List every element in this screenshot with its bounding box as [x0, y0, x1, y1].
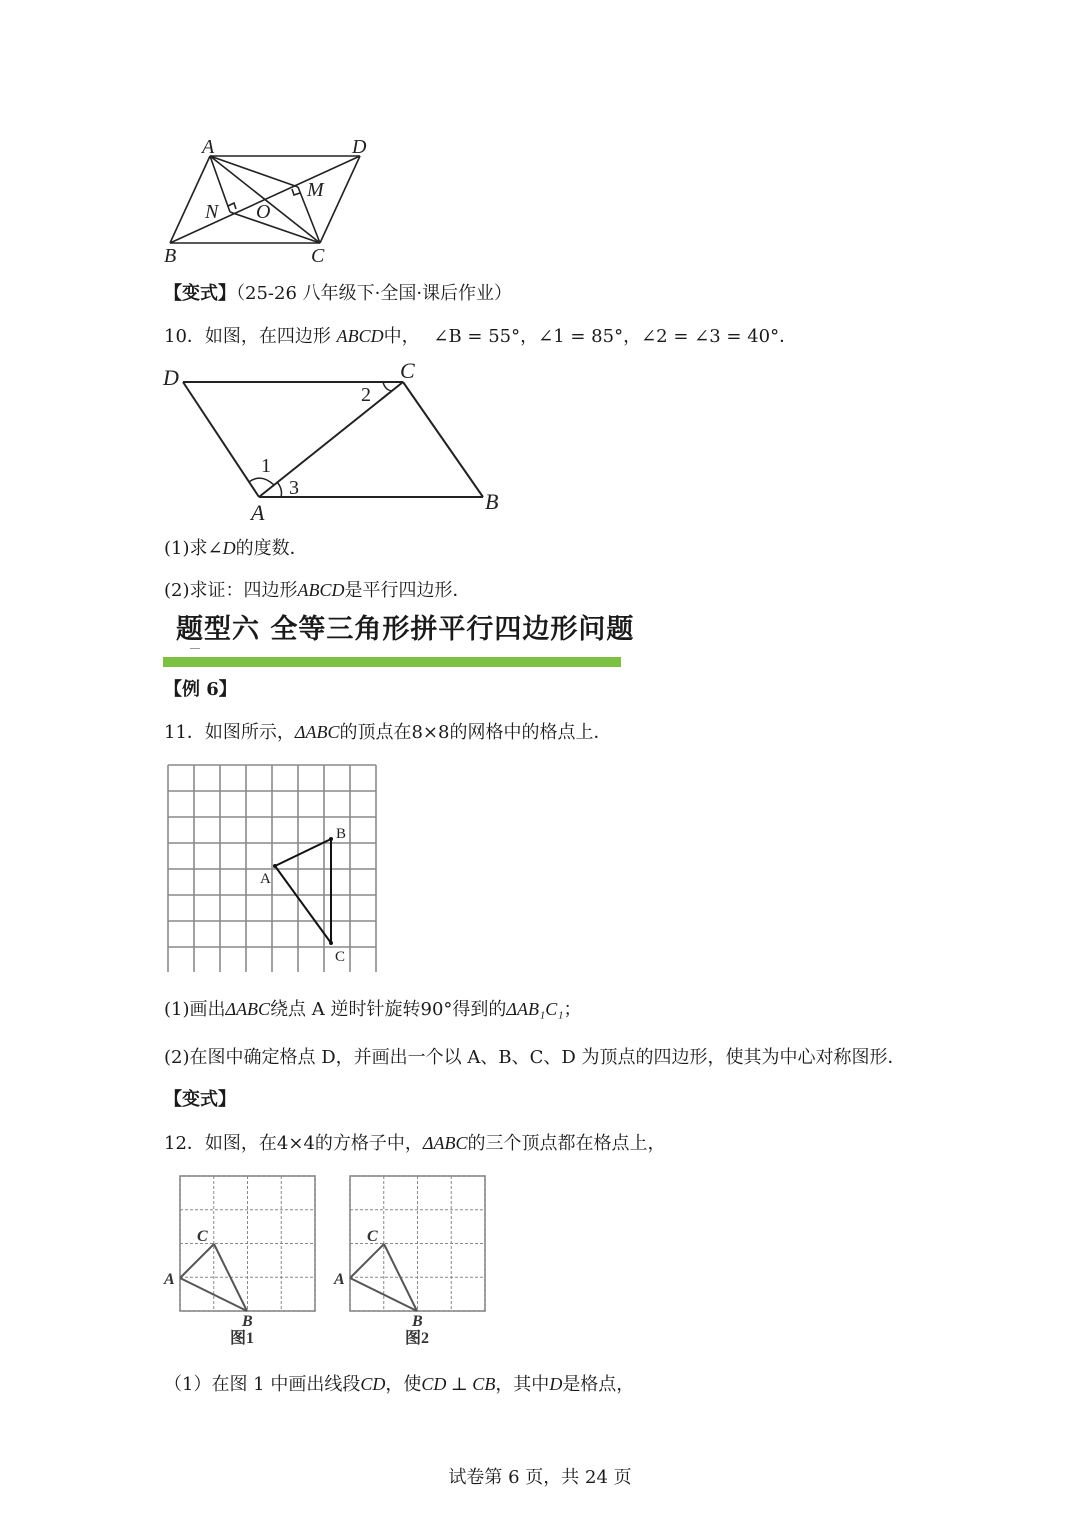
figure-grid-4x4-1: [160, 1170, 322, 1350]
figure-quadrilateral-angles: [155, 358, 515, 528]
fig1-side-dc: [320, 156, 360, 243]
q12-p1-mid2: ，其中: [495, 1374, 550, 1395]
fig1-label-a: A: [202, 136, 215, 158]
question-12-part-1: [164, 1372, 634, 1397]
q10-p2-pre: (2)求证：四边形: [164, 580, 298, 601]
fig4-label-b: B: [242, 1313, 253, 1330]
q10-mid: 中，: [383, 326, 420, 347]
q11-p1-tri2: ΔAB₁C₁: [506, 999, 564, 1019]
fig5-side-ac: [350, 1244, 384, 1278]
q10-prefix: 10．如图，在四边形: [164, 326, 331, 347]
q11-p1-post: ；: [563, 999, 582, 1020]
q10-p1-post: 的度数．: [235, 538, 308, 559]
section-underline-bar: [163, 657, 621, 667]
fig4-label-c: C: [197, 1228, 208, 1245]
q10-p1-pre: (1)求: [164, 538, 208, 559]
fig3-point-c: [329, 941, 333, 945]
q10-conditions: ∠B = 55°，∠1 = 85°，∠2 = ∠3 = 40°．: [433, 326, 798, 347]
fig1-label-b: B: [164, 245, 177, 267]
fig1-diag-bd: [170, 156, 360, 243]
q11-post: 的网格中的格点上．: [449, 722, 612, 743]
q12-p1-pt: D: [549, 1374, 563, 1394]
fig3-label-a: A: [260, 871, 271, 887]
fig1-side-ab: [170, 156, 210, 243]
q10-p1-angle: ∠D: [207, 538, 236, 558]
fig2-label-a: A: [251, 500, 265, 525]
fig2-label-angle-2: 2: [361, 384, 371, 406]
question-10-stem: [164, 324, 797, 349]
fig2-angle-arc-3: [277, 482, 282, 497]
section-dash: [190, 648, 200, 649]
fig1-label-d: D: [352, 136, 367, 158]
q12-tri: ΔABC: [422, 1133, 468, 1153]
q12-mid: 的方格子中，: [314, 1133, 423, 1154]
q12-p1-seg: CD: [360, 1374, 386, 1394]
fig4-label-a: A: [164, 1271, 175, 1288]
fig3-side-ac: [275, 866, 331, 943]
figure-parallelogram-diagonals: [155, 132, 385, 267]
page-footer: 试卷第 6 页，共 24 页: [448, 1467, 632, 1488]
q12-p1-post: 是格点，: [562, 1374, 635, 1395]
variant-heading-1: [164, 282, 512, 306]
fig2-side-cb: [403, 382, 483, 497]
fig2-diag-ac: [259, 382, 403, 497]
question-10-part-1: [164, 536, 308, 561]
q10-p2-quad: ABCD: [297, 580, 345, 600]
variant-heading-2: 【变式】: [164, 1089, 236, 1110]
grid8-lines: [168, 765, 376, 972]
variant-tag: 【变式】: [164, 283, 236, 304]
q12-p1-rel: CD ⊥ CB: [421, 1374, 496, 1394]
q11-p1-deg: 90°: [420, 999, 453, 1020]
q11-p1-mid2: 得到的: [452, 999, 507, 1020]
fig3-label-b: B: [336, 826, 347, 842]
fig2-angle-arc-2: [383, 382, 392, 391]
fig3-point-a: [273, 864, 277, 868]
fig1-label-n: N: [205, 201, 219, 223]
fig2-label-b: B: [485, 489, 499, 514]
fig2-side-da: [183, 382, 259, 497]
question-11-part-2: (2)在图中确定格点 D，并画出一个以 A、B、C、D 为顶点的四边形，使其为中心对称图形．: [164, 1047, 906, 1068]
fig1-label-o: O: [256, 201, 271, 223]
fig5-label-a: A: [334, 1271, 345, 1288]
q11-grid-size: 8×8: [411, 722, 450, 743]
fig5-label-c: C: [367, 1228, 378, 1245]
fig1-label-c: C: [311, 245, 325, 267]
fig2-label-c: C: [400, 358, 415, 383]
fig1-seg-nc: [230, 212, 320, 243]
figure-grid-4x4-2: [330, 1170, 492, 1350]
fig2-label-d: D: [163, 365, 179, 390]
q11-p1-tri: ΔABC: [225, 999, 271, 1019]
fig3-point-b: [329, 837, 333, 841]
section-title: 题型六 全等三角形拼平行四边形问题: [176, 614, 635, 645]
q12-prefix: 12．如图，在: [164, 1133, 277, 1154]
q10-p2-post: 是平行四边形．: [344, 580, 471, 601]
q12-grid-size: 4×4: [276, 1133, 315, 1154]
fig2-angle-arc-1: [249, 478, 274, 485]
fig5-caption: 图2: [405, 1330, 430, 1347]
fig4-side-ac: [180, 1244, 214, 1278]
q12-p1-mid: ，使: [385, 1374, 422, 1395]
q11-p1-pre: (1)画出: [164, 999, 226, 1020]
example-tag: 【例 6】: [164, 679, 237, 700]
fig5-label-b: B: [412, 1313, 423, 1330]
figure-grid-8x8: [164, 762, 388, 972]
fig2-label-angle-3: 3: [289, 477, 299, 499]
q11-prefix: 11．如图所示，: [164, 722, 295, 743]
fig1-label-m: M: [307, 179, 324, 201]
q12-p1-pre: （1）在图 1 中画出线段: [164, 1374, 361, 1395]
fig1-seg-am: [210, 156, 298, 187]
q11-tri: ΔABC: [294, 722, 340, 742]
question-11-stem: [164, 720, 611, 745]
fig3-label-c: C: [335, 949, 346, 965]
variant-source: （25-26 八年级下·全国·课后作业）: [236, 283, 513, 304]
fig2-label-angle-1: 1: [261, 455, 271, 477]
q11-mid: 的顶点在: [339, 722, 412, 743]
q10-quad: ABCD: [336, 326, 384, 346]
question-11-part-1: [164, 997, 582, 1022]
fig4-caption: 图1: [230, 1330, 255, 1347]
q11-p1-mid: 绕点 A 逆时针旋转: [270, 999, 421, 1020]
question-10-part-2: [164, 578, 471, 603]
q12-post: 的三个顶点都在格点上，: [467, 1133, 666, 1154]
question-12-stem: [164, 1131, 665, 1156]
